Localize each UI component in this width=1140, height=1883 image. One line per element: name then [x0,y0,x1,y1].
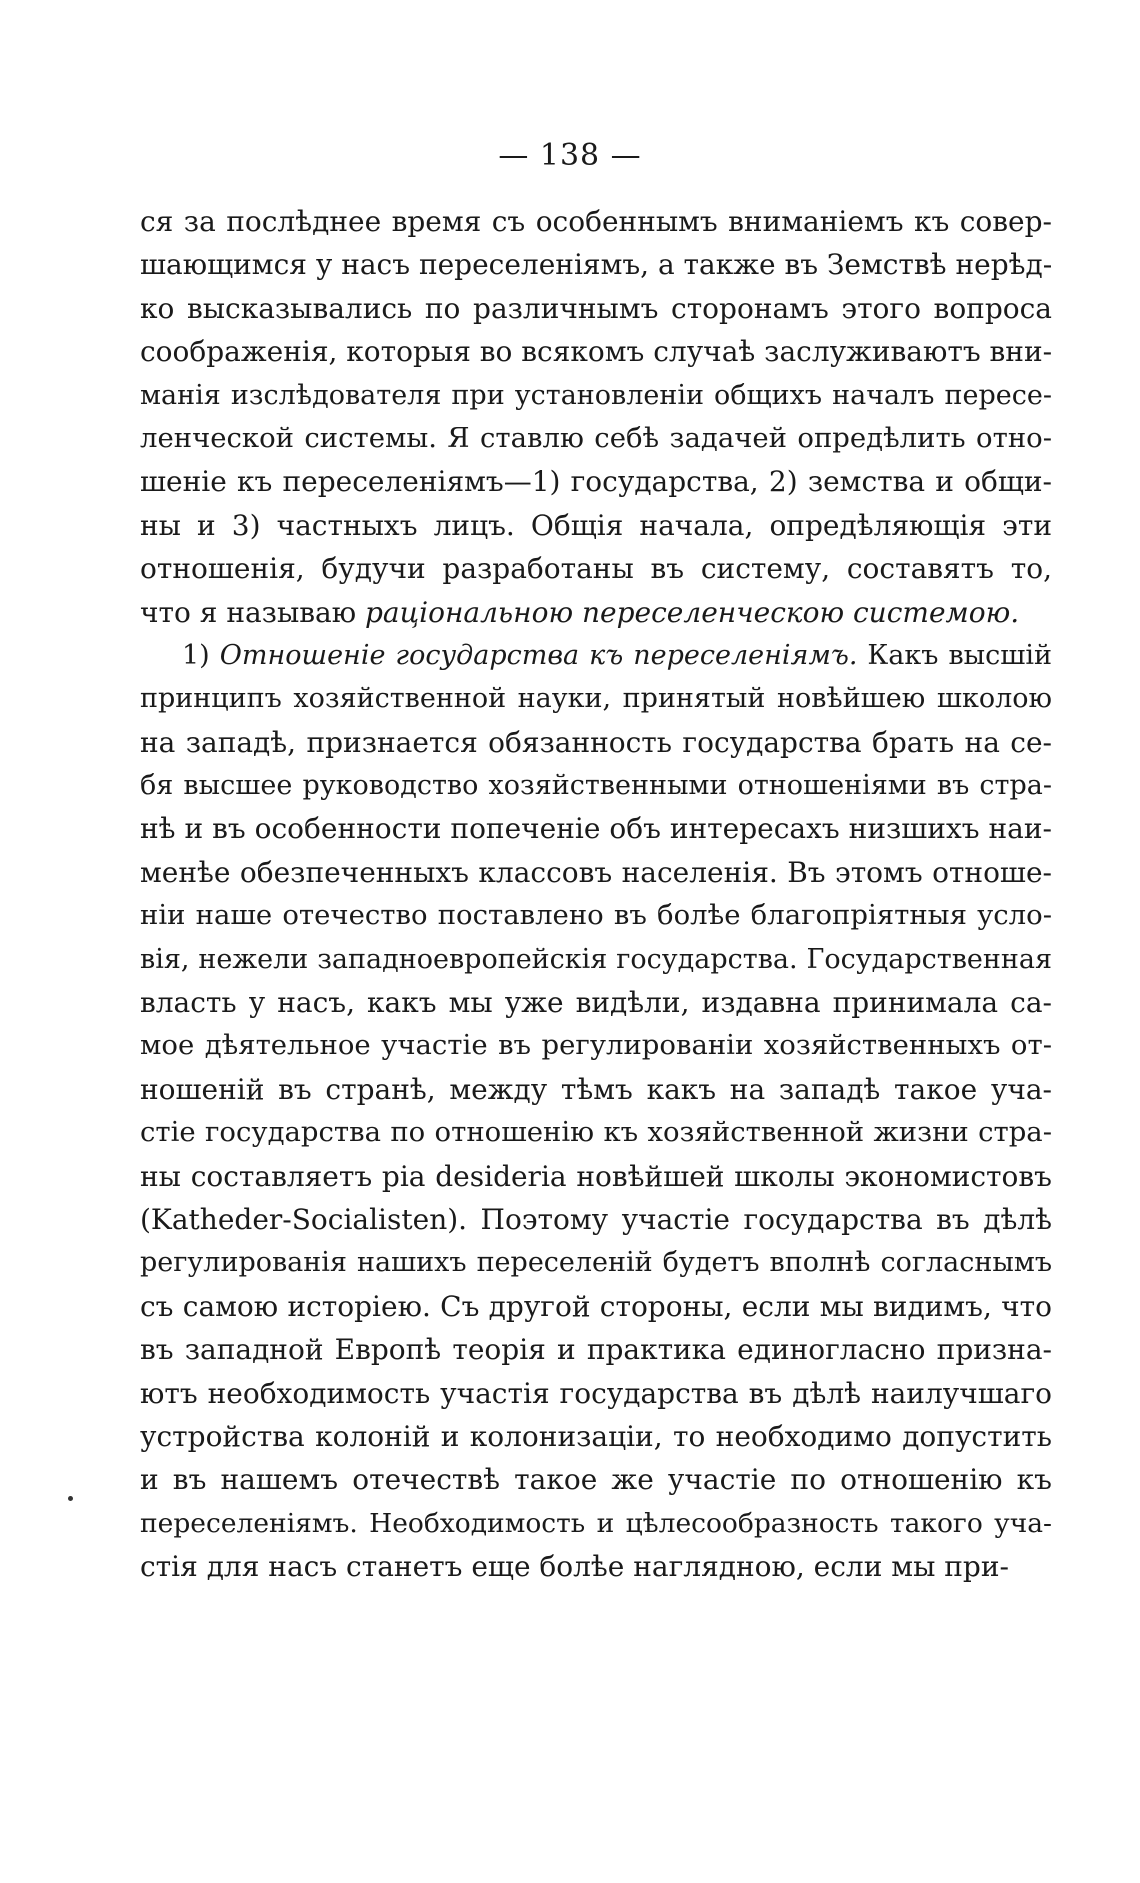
text-line: бя высшее руководство хозяйственными отношеніями въ стра- [140,770,1052,802]
italic-term: раціональною переселенческою системою. [364,595,1020,629]
text-line: переселеніямъ. Необходимость и цѣлесообразность такого уча- [140,1507,1052,1539]
text-line: съ самою исторіею. Съ другой стороны, если мы видимъ, что [140,1289,1052,1323]
text-line: и въ нашемъ отечествѣ такое же участіе по отношенію къ [140,1463,1052,1497]
text-line: устройства колоній и колонизаціи, то необходимо допустить [140,1419,1052,1453]
text-line: регулированія нашихъ переселеній будетъ вполнѣ согласнымъ [140,1247,1052,1279]
section-heading: Отношеніе государства къ переселеніямъ. [219,639,858,671]
text-line: ютъ необходимость участія государства въ дѣлѣ наилучшаго [140,1376,1052,1410]
text-run: Какъ высшій [867,639,1052,671]
body-text [140,200,1052,1589]
text-line-first [140,634,1052,677]
text-line-last [140,591,1052,634]
text-line: шеніе къ переселеніямъ—1) государства, 2) земства и общи- [140,465,1052,499]
text-line: соображенія, которыя во всякомъ случаѣ заслуживаютъ вни- [140,335,1052,369]
text-line: ны составляетъ pia desideria новѣйшей школы экономистовъ [140,1159,1052,1193]
text-line: ся за послѣднее время съ особеннымъ вниманіемъ къ совер- [140,205,1052,238]
text-run: что я называю [140,595,365,629]
text-line: шающимся у насъ переселеніямъ, а также въ Земствѣ нерѣд- [140,248,1052,282]
page-number: — 138 — [498,138,642,173]
text-line: (Katheder-Socialisten). Поэтому участіе государства въ дѣлѣ [140,1202,1052,1236]
section-number: 1) [182,639,210,671]
paragraph-1 [140,200,1052,634]
text-line-last: стія для насъ станетъ еще болѣе наглядною, если мы при- [140,1550,1009,1584]
text-line: ношеній въ странѣ, между тѣмъ какъ на западѣ такое уча- [140,1072,1052,1106]
text-line: стіе государства по отношенію къ хозяйственной жизни стра- [140,1116,1052,1149]
text-line: ленческой системы. Я ставлю себѣ задачей опредѣлить отно- [140,421,1052,454]
text-line: власть у насъ, какъ мы уже видѣли, издавна принимала са- [140,986,1052,1020]
text-line: въ западной Европѣ теорія и практика единогласно призна- [140,1333,1052,1367]
text-line: на западѣ, признается обязанность государства брать на се- [140,725,1052,759]
text-line: отношенія, будучи разработаны въ систему, составятъ то, [140,552,1052,586]
text-line: ны и 3) частныхъ лицъ. Общія начала, опредѣляющія эти [140,508,1052,542]
text-line: ніи наше отечество поставлено въ болѣе благопріятныя усло- [140,899,1052,932]
text-line: манія изслѣдователя при установленіи общихъ началъ пересе- [140,379,1052,411]
text-line: мое дѣятельное участіе въ регулированіи хозяйственныхъ от- [140,1029,1052,1062]
text-line: менѣе обезпеченныхъ классовъ населенія. Въ этомъ отноше- [140,855,1052,889]
paragraph-2 [140,634,1052,1589]
text-line: принципъ хозяйственной науки, принятый новѣйшею школою [140,683,1052,715]
text-line: ко высказывались по различнымъ сторонамъ этого вопроса [140,291,1052,325]
text-line: нѣ и въ особенности попеченіе объ интересахъ низшихъ наи- [140,812,1052,846]
text-line: вія, нежели западноевропейскія государства. Государственная [140,943,1052,975]
margin-speck [68,1496,73,1501]
